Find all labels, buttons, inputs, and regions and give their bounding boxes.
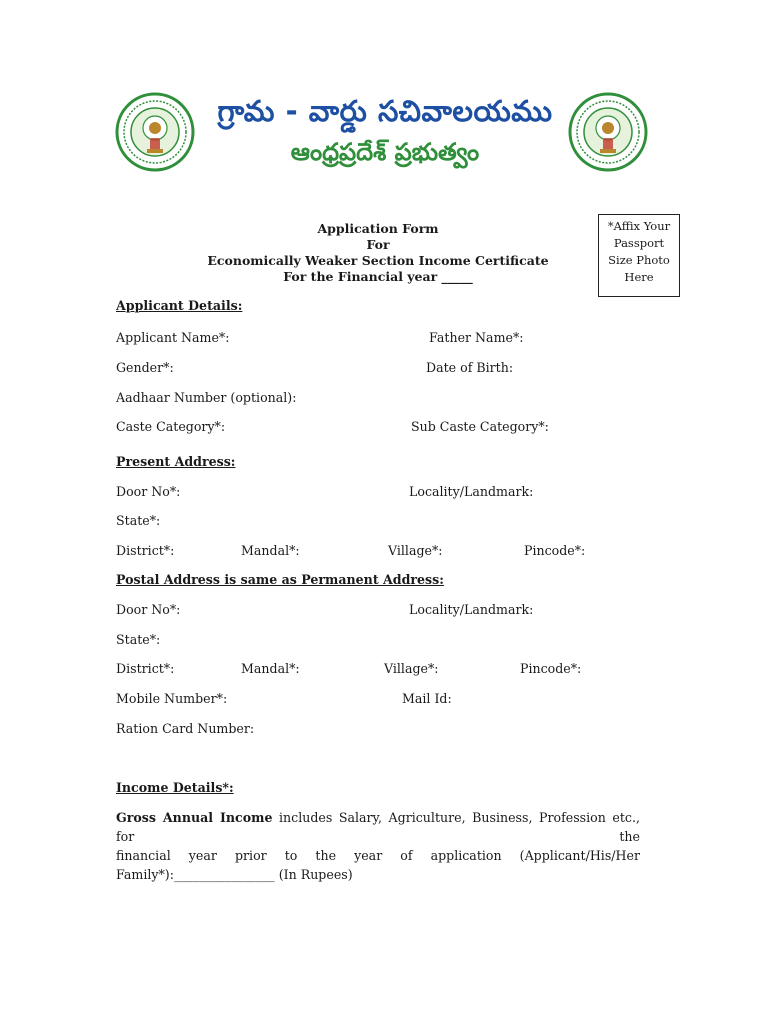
emblem-icon bbox=[568, 92, 648, 172]
present-pincode-label[interactable]: Pincode*: bbox=[524, 543, 586, 558]
state-emblem-seal-left bbox=[115, 92, 195, 172]
postal-district-label[interactable]: District*: bbox=[116, 661, 175, 676]
form-title bbox=[200, 221, 556, 285]
postal-village-label[interactable]: Village*: bbox=[384, 661, 439, 676]
applicant-details-heading: Applicant Details: bbox=[116, 298, 243, 313]
mail-id-label[interactable]: Mail Id: bbox=[402, 691, 452, 706]
aadhaar-number-label[interactable]: Aadhaar Number (optional): bbox=[116, 390, 297, 405]
income-paragraph-line-2: financial year prior to the year of application (Applicant/His/Her bbox=[116, 848, 640, 863]
ration-card-number-label[interactable]: Ration Card Number: bbox=[116, 721, 255, 736]
present-state-label[interactable]: State*: bbox=[116, 513, 161, 528]
form-title-line-2: For bbox=[366, 237, 390, 252]
photo-box-line-4: Here bbox=[624, 270, 654, 284]
sub-caste-category-label[interactable]: Sub Caste Category*: bbox=[411, 419, 549, 434]
header-title-telugu: గ్రామ - వార్డు సచివాలయము bbox=[217, 94, 553, 128]
present-door-no-label[interactable]: Door No*: bbox=[116, 484, 181, 499]
postal-locality-label[interactable]: Locality/Landmark: bbox=[409, 602, 534, 617]
form-title-line-3: Economically Weaker Section Income Certificate bbox=[207, 253, 549, 268]
passport-photo-box[interactable] bbox=[598, 214, 680, 297]
present-address-heading: Present Address: bbox=[116, 454, 236, 469]
postal-mandal-label[interactable]: Mandal*: bbox=[241, 661, 300, 676]
postal-pincode-label[interactable]: Pincode*: bbox=[520, 661, 582, 676]
mobile-number-label[interactable]: Mobile Number*: bbox=[116, 691, 228, 706]
caste-category-label[interactable]: Caste Category*: bbox=[116, 419, 226, 434]
date-of-birth-label[interactable]: Date of Birth: bbox=[426, 360, 514, 375]
gross-annual-income-lead: Gross Annual Income bbox=[116, 810, 273, 825]
gross-annual-income-paragraph bbox=[116, 808, 640, 884]
header-subtitle-telugu: ఆంధ్రప్రదేశ్ ప్రభుత్వం bbox=[290, 138, 480, 166]
postal-door-no-label[interactable]: Door No*: bbox=[116, 602, 181, 617]
postal-state-label[interactable]: State*: bbox=[116, 632, 161, 647]
income-details-heading: Income Details*: bbox=[116, 780, 234, 795]
present-mandal-label[interactable]: Mandal*: bbox=[241, 543, 300, 558]
emblem-icon bbox=[115, 92, 195, 172]
photo-box-line-3: Size Photo bbox=[608, 253, 670, 267]
photo-box-line-2: Passport bbox=[613, 236, 665, 250]
form-title-line-4: For the Financial year _____ bbox=[283, 269, 473, 284]
income-amount-field[interactable]: Family*):________________ (In Rupees) bbox=[116, 867, 353, 882]
form-title-line-1: Application Form bbox=[317, 221, 439, 236]
photo-box-line-1: *Affix Your bbox=[607, 219, 671, 233]
father-name-label[interactable]: Father Name*: bbox=[429, 330, 524, 345]
applicant-name-label[interactable]: Applicant Name*: bbox=[116, 330, 230, 345]
present-locality-label[interactable]: Locality/Landmark: bbox=[409, 484, 534, 499]
income-line-1-rest: includes Salary, Agriculture, Business, Profession etc., for the bbox=[116, 810, 640, 844]
present-district-label[interactable]: District*: bbox=[116, 543, 175, 558]
income-paragraph-line-1 bbox=[116, 808, 640, 846]
state-emblem-seal-right bbox=[568, 92, 648, 172]
present-village-label[interactable]: Village*: bbox=[388, 543, 443, 558]
gender-label[interactable]: Gender*: bbox=[116, 360, 174, 375]
postal-address-heading: Postal Address is same as Permanent Address: bbox=[116, 572, 444, 587]
